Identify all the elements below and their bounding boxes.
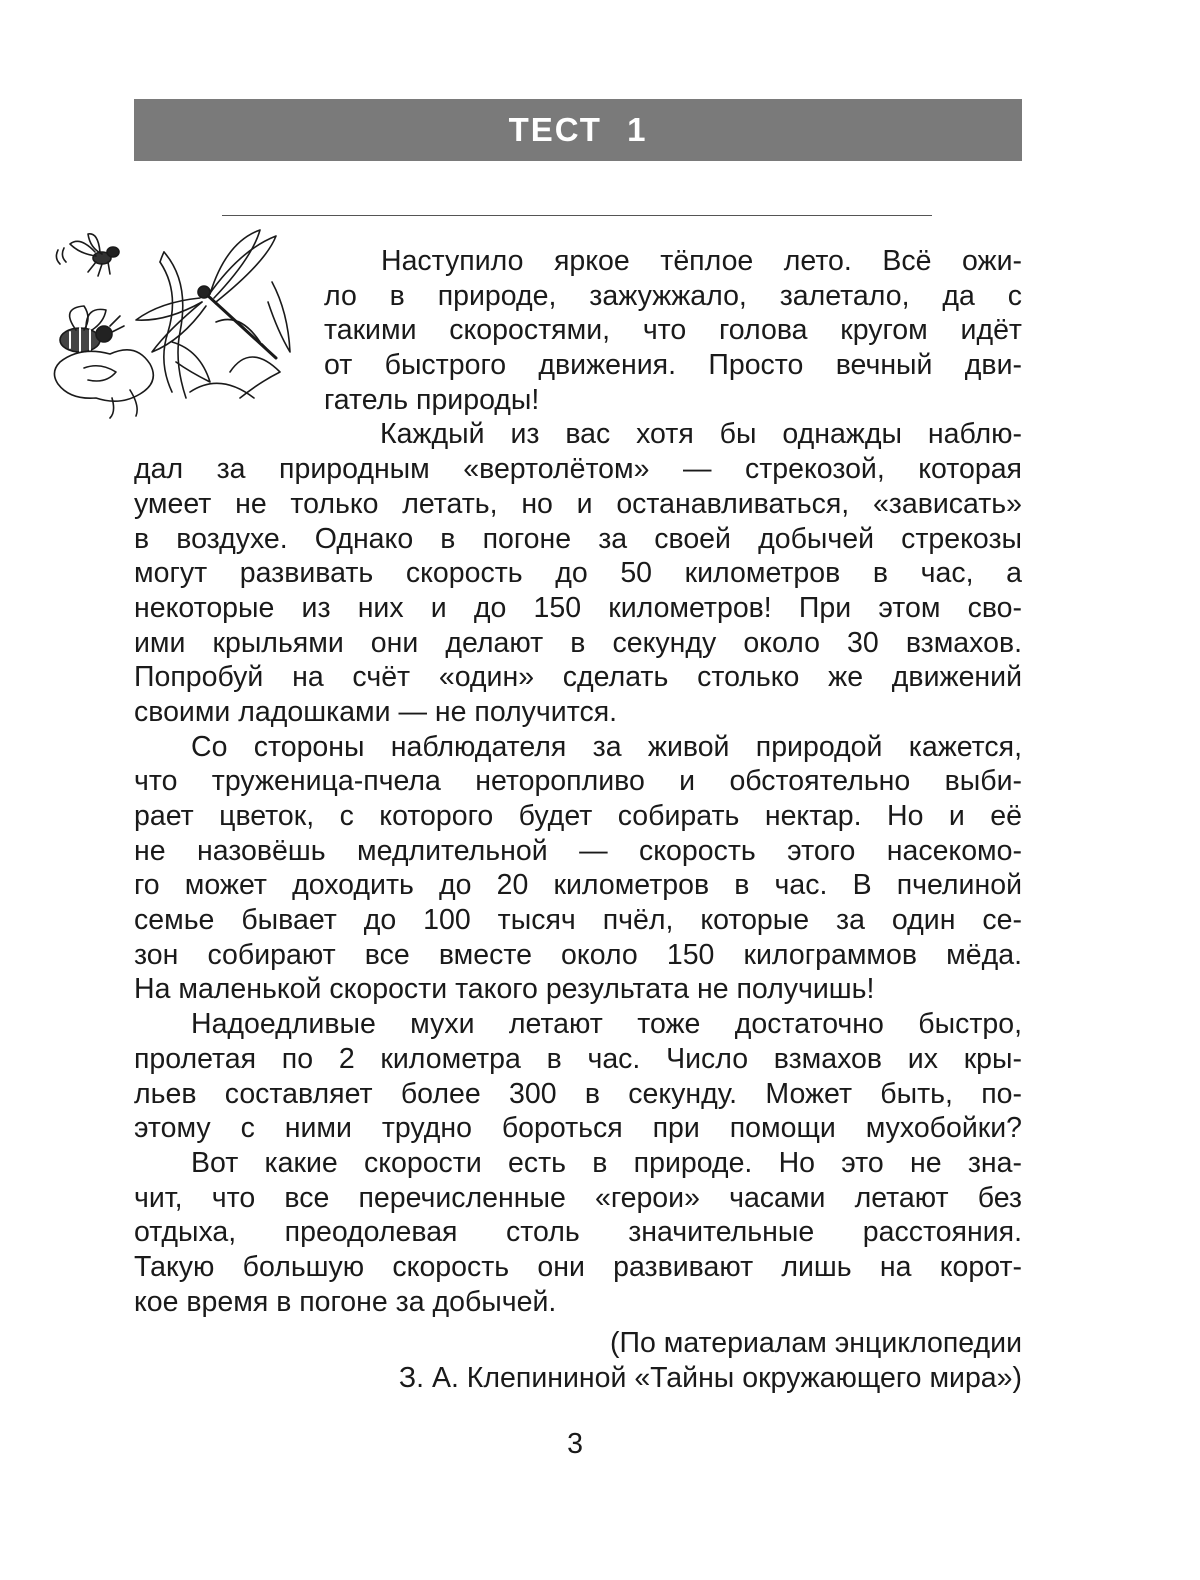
text-line: кое время в погоне за добычей. [134,1285,557,1318]
page-number: 3 [567,1428,583,1460]
source-attribution [399,1326,1022,1396]
text-line: дал за природным «вертолётом» — стрекозой, которая [134,453,1022,486]
text-line: от быстрого движения. Просто вечный дви- [324,349,1022,382]
bee-icon [60,306,124,352]
attribution-line-1: (По материалам энциклопедии [610,1327,1022,1359]
text-line: рает цветок, с которого будет собирать нектар. Но и её [134,800,1022,832]
text-line: Каждый из вас хотя бы однажды наблю- [380,418,1022,451]
text-line: Надоедливые мухи летают тоже достаточно быстро, [191,1008,1022,1041]
text-line: Попробуй на счёт «один» сделать столько же движений [134,661,1022,694]
text-line: пролетая по 2 километра в час. Число взмахов их кры- [134,1042,1022,1075]
text-line: в воздухе. Однако в погоне за своей добычей стрекозы [134,522,1022,555]
text-line: гатель природы! [324,383,540,416]
text-line: такими скоростями, что голова кругом идёт [324,314,1022,347]
text-line: Такую большую скорость они развивают лишь на корот- [134,1250,1022,1283]
text-line: семье бывает до 100 тысяч пчёл, которые за один се- [134,904,1022,937]
test-title: ТЕСТ 1 [508,111,648,148]
text-line: умеет не только летать, но и останавливаться, «зависать» [134,487,1022,520]
article-text [134,244,1022,1319]
text-line: Вот какие скорости есть в природе. Но это не зна- [191,1146,1022,1179]
text-line: чит, что все перечисленные «герои» часами летают без [134,1181,1022,1214]
text-line: некоторые из них и до 150 километров! При этом сво- [134,591,1022,624]
text-line: этому с ними трудно бороться при помощи мухобойки? [134,1112,1022,1145]
text-line: зон собирают все вместе около 150 килограммов мёда. [134,938,1022,971]
text-line: могут развивать скорость до 50 километров в час, а [134,557,1022,590]
fly-icon [56,234,119,276]
text-line: отдыха, преодолевая столь значительные расстояния. [134,1216,1022,1249]
text-line: своими ладошками — не получится. [134,695,618,728]
text-line: ло в природе, зажужжало, залетало, да с [324,279,1022,312]
text-line: го может доходить до 20 километров в час. В пчелиной [134,869,1022,902]
text-line: ими крыльями они делают в секунду около 30 взмахов. [134,626,1022,659]
text-line: не назовёшь медлительной — скорость этого насекомо- [134,834,1022,867]
text-line: На маленькой скорости такого результата не получишь! [134,973,875,1006]
test-header-bar [134,99,1022,161]
text-line: Наступило яркое тёплое лето. Всё ожи- [381,245,1022,277]
text-line: льев составляет более 300 в секунду. Может быть, по- [134,1077,1022,1110]
text-line: что труженица-пчела неторопливо и обстоятельно выби- [134,765,1022,798]
attribution-line-2: З. А. Клепининой «Тайны окружающего мира») [398,1362,1022,1394]
divider-line [222,215,932,216]
text-line: Со стороны наблюдателя за живой природой кажется, [191,730,1022,763]
